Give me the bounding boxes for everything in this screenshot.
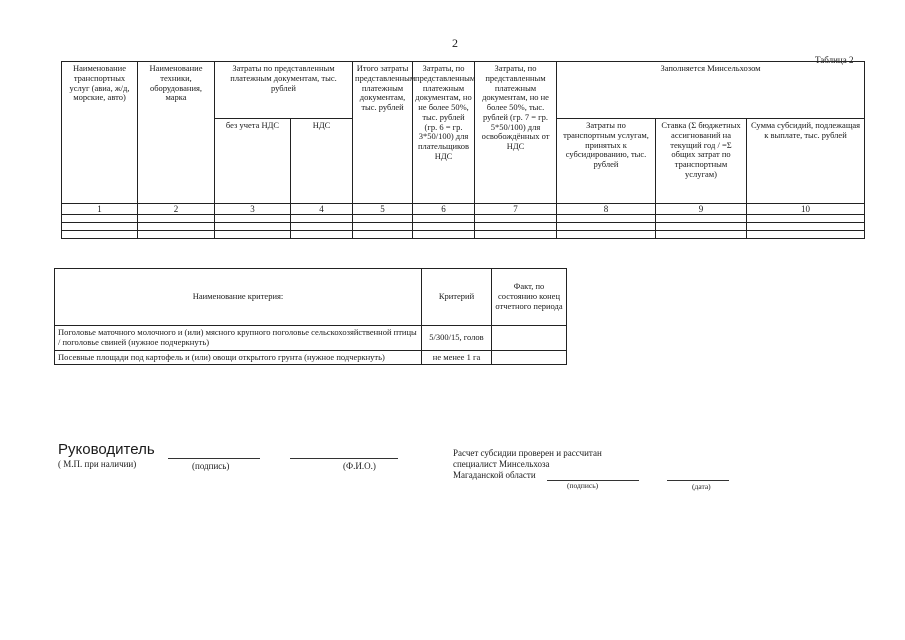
stamp-note: ( М.П. при наличии) (58, 459, 137, 469)
criterion-value: 5/300/15, голов (422, 326, 492, 351)
col-number: 9 (656, 204, 747, 215)
signature-title: Руководитель (58, 441, 155, 458)
table-label: Таблица 2 (815, 55, 854, 65)
table-row (55, 350, 567, 365)
col-number: 6 (413, 204, 475, 215)
col-number: 8 (557, 204, 656, 215)
header-fact: Факт, по состоянию конец отчетного периода (492, 269, 567, 326)
signature-label: (подпись) (192, 461, 230, 471)
fio-label: (Ф.И.О.) (343, 461, 376, 471)
criteria-table (54, 268, 567, 365)
header-equipment: Наименование техники, оборудования, марка (138, 62, 215, 204)
header-vat: НДС (291, 119, 353, 204)
page-number: 2 (452, 36, 458, 50)
table-row (62, 231, 865, 239)
col-number: 5 (353, 204, 413, 215)
col-number: 3 (215, 204, 291, 215)
header-costs-vat-exempt: Затраты, по представленным платежным документам, но не более 50%, тыс. рублей (гр. 7 = гр. 5*50/100) для освобождённых от НДС (475, 62, 557, 204)
header-criterion: Критерий (422, 269, 492, 326)
header-ministry-section: Заполняется Минсельхозом (557, 62, 865, 119)
header-subsidy-sum: Сумма субсидий, подлежащая к выплате, тыс. рублей (747, 119, 865, 204)
table-row (62, 215, 865, 223)
checked-text: Магаданской области (453, 470, 536, 480)
col-number: 7 (475, 204, 557, 215)
col-number: 1 (62, 204, 138, 215)
fio-line (290, 458, 398, 459)
column-numbers-row (62, 204, 865, 215)
header-rate: Ставка (Σ бюджетных ассигнований на текущий год / =Σ общих затрат по транспортным услугам) (656, 119, 747, 204)
checked-text: Расчет субсидии проверен и рассчитан (453, 448, 602, 458)
header-without-vat: без учета НДС (215, 119, 291, 204)
header-transport-services: Наименование транспортных услуг (авиа, ж/д, морские, авто) (62, 62, 138, 204)
table-row (55, 326, 567, 351)
header-costs-by-documents: Затраты по представленным платежным документам, тыс. рублей (215, 62, 353, 119)
date-line (667, 480, 729, 481)
fact-value (492, 350, 567, 365)
checked-text: специалист Минсельхоза (453, 459, 550, 469)
specialist-signature-label: (подпись) (567, 481, 599, 490)
header-accepted-costs: Затраты по транспортным услугам, принятых к субсидированию, тыс. рублей (557, 119, 656, 204)
col-number: 4 (291, 204, 353, 215)
signature-line (168, 458, 260, 459)
criterion-value: не менее 1 га (422, 350, 492, 365)
col-number: 10 (747, 204, 865, 215)
table-row (62, 223, 865, 231)
transport-costs-table (61, 61, 865, 239)
header-criterion-name: Наименование критерия: (55, 269, 422, 326)
criterion-name: Посевные площади под картофель и (или) овощи открытого грунта (нужное подчеркнуть) (55, 350, 422, 365)
header-costs-vat-payers: Затраты, по представленным платежным документам, но не более 50%, тыс. рублей (гр. 6 = гр. 3*50/100) для плательщиков НДС (413, 62, 475, 204)
fact-value (492, 326, 567, 351)
header-total-costs: Итого затраты представленным платежным документам, тыс. рублей (353, 62, 413, 204)
date-label: (дата) (692, 482, 711, 491)
col-number: 2 (138, 204, 215, 215)
criterion-name: Поголовье маточного молочного и (или) мясного крупного поголовье сельскохозяйственной птицы / поголовье свиней (нужное подчеркнуть) (55, 326, 422, 351)
